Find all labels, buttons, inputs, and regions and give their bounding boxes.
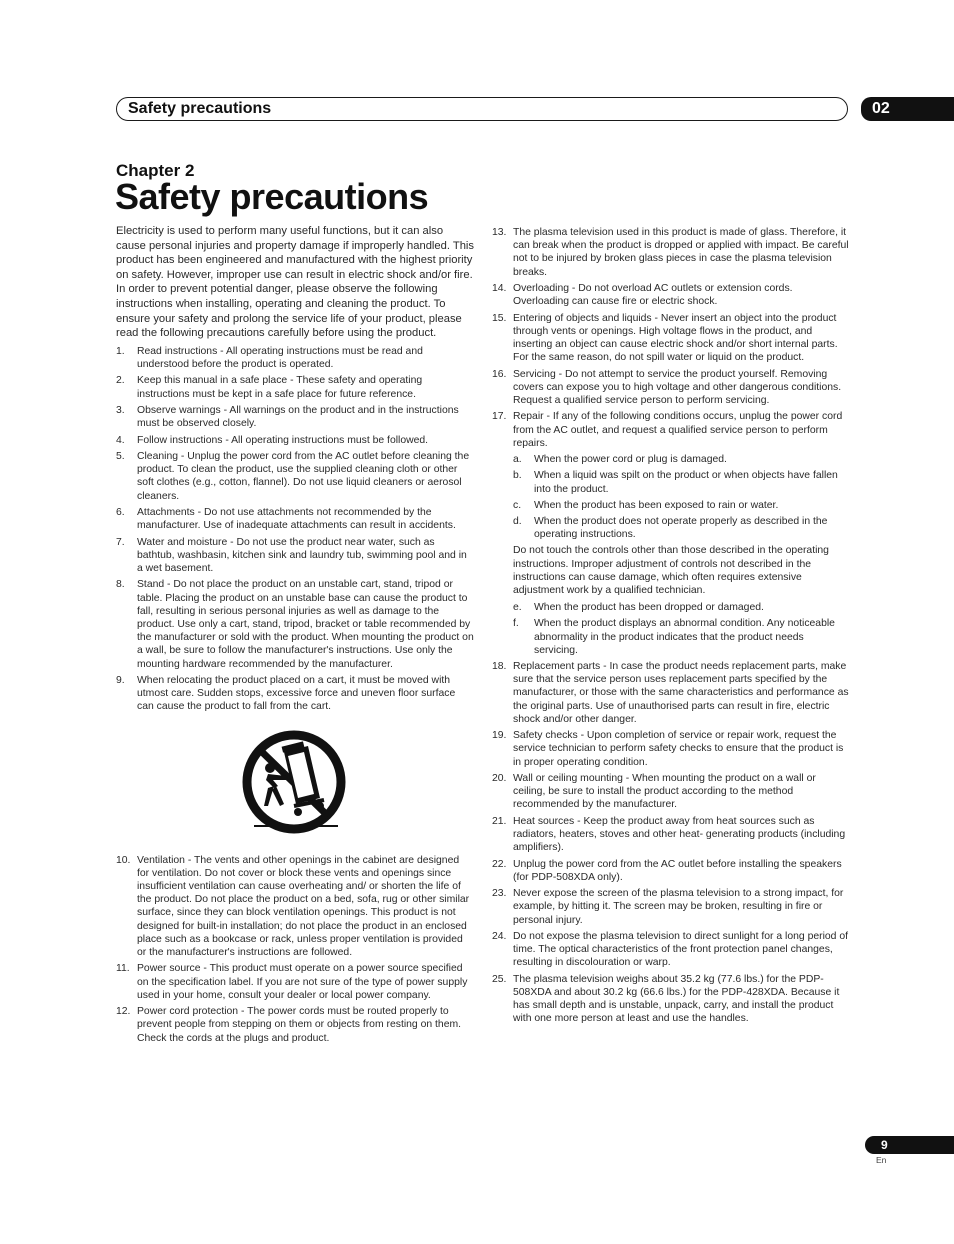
list-item — [116, 962, 474, 1002]
list-item-number: 21. — [492, 815, 507, 827]
language-code: En — [876, 1155, 887, 1165]
list-item-text: The plasma television used in this product is made of glass. Therefore, it can break when the product is dropped or applied with impact. Be careful not to be injured by broken glass pieces in case the plasma television breaks. — [513, 227, 849, 278]
page-number: 9 — [881, 1138, 888, 1152]
list-item-number: 15. — [492, 312, 507, 324]
list-item — [116, 506, 474, 532]
list-item — [513, 515, 850, 541]
list-item-number: 5. — [116, 450, 125, 462]
list-item-number: a. — [513, 454, 522, 466]
list-item-text: Heat sources - Keep the product away from heat sources such as radiators, heaters, stoves and other heat- generating products (including amplifiers). — [513, 815, 846, 854]
list-item-number: 6. — [116, 506, 125, 518]
list-item-text: Attachments - Do not use attachments not recommended by the manufacturer. Use of inadequate attachments can result in accidents. — [137, 506, 456, 532]
list-item-number: 9. — [116, 674, 125, 686]
safety-list-10-12 — [116, 854, 474, 1045]
list-item — [116, 374, 474, 400]
list-item-number: 17. — [492, 411, 507, 423]
list-item-number: 19. — [492, 730, 507, 742]
list-item — [492, 772, 850, 812]
list-item-text: Safety checks - Upon completion of service or repair work, request the service technician to perform safety checks to ensure that the product is in proper operating condition. — [513, 730, 844, 768]
list-item — [492, 858, 850, 884]
list-item — [116, 854, 474, 960]
list-item-number: 14. — [492, 283, 507, 294]
list-item-text: Servicing - Do not attempt to service the product yourself. Removing covers can expose you to high voltage and other dangerous conditions. Request a qualified service person to perform servicing. — [513, 368, 842, 406]
list-item-number: 23. — [492, 888, 507, 900]
list-item-number: d. — [513, 516, 522, 527]
list-item — [492, 282, 850, 308]
list-item-text: Replacement parts - In case the product needs replacement parts, make sure that the service person uses replacement parts specified by the manufacturer, or those with the same characteristics and performance as the original parts. Use of unauthorised parts can result in fire, electric shock and/or other danger. — [513, 661, 849, 725]
list-item — [513, 617, 850, 657]
list-item-number: 3. — [116, 404, 125, 416]
list-item-text: Follow instructions - All operating instructions must be followed. — [137, 434, 429, 446]
safety-list-18-25 — [492, 660, 850, 1026]
list-item — [513, 469, 850, 495]
list-item-number: 10. — [116, 854, 131, 866]
right-column — [492, 226, 850, 1029]
list-item-number: 8. — [116, 579, 125, 591]
list-item-number: 11. — [116, 963, 130, 975]
repair-conditions-a-d — [492, 453, 850, 541]
list-item-number: 25. — [492, 973, 507, 985]
page-number-tab — [865, 1136, 954, 1154]
list-item-number: e. — [513, 602, 522, 614]
safety-list-13-17 — [492, 226, 850, 450]
list-item — [513, 499, 850, 512]
list-item — [492, 226, 850, 279]
list-item-text: Unplug the power cord from the AC outlet before installing the speakers (for PDP-508XDA only). — [513, 858, 842, 883]
list-item-number: 20. — [492, 773, 507, 785]
list-item-text: When the product does not operate properly as described in the operating instructions. — [534, 516, 828, 541]
list-item — [492, 312, 850, 365]
list-item — [513, 453, 850, 466]
list-item-text: Observe warnings - All warnings on the product and in the instructions must be observed closely. — [137, 404, 459, 430]
chapter-number-tab — [861, 97, 954, 121]
list-item-text: Overloading - Do not overload AC outlets or extension cords. Overloading can cause fire or electric shock. — [513, 283, 793, 308]
cart-warning-figure — [238, 730, 350, 840]
list-item-text: When the power cord or plug is damaged. — [534, 454, 727, 466]
list-item-number: 16. — [492, 368, 507, 380]
list-item-number: 4. — [116, 434, 125, 446]
list-item — [116, 434, 474, 447]
list-item-text: Keep this manual in a safe place - These safety and operating instructions must be kept in a safe place for future reference. — [137, 375, 423, 400]
list-item-text: When the product has been dropped or damaged. — [534, 602, 764, 614]
list-item-text: When the product has been exposed to rain or water. — [534, 499, 779, 511]
list-item — [116, 450, 474, 503]
list-item-number: 18. — [492, 661, 507, 673]
list-item — [116, 1005, 474, 1045]
section-header-title: Safety precautions — [128, 100, 272, 117]
repair-conditions-e-f — [492, 601, 850, 657]
list-item-number: 7. — [116, 536, 125, 548]
list-item-text: The plasma television weighs about 35.2 kg (77.6 lbs.) for the PDP-508XDA and about 30.2 kg (66.6 lbs.) for the PDP-428XDA. Because it has small depth and is unstable, unpack, carry, and install the product with one more person at least and use the handles. — [513, 973, 840, 1025]
list-item-text: Wall or ceiling mounting - When mounting the product on a wall or ceiling, be sure to install the product according to the method recommended by the manufacturer. — [513, 773, 816, 811]
page-title: Safety precautions — [115, 176, 429, 217]
list-item-text: When relocating the product placed on a cart, it must be moved with utmost care. Sudden stops, excessive force and uneven floor surface can cause the product to fall from the cart. — [137, 674, 456, 713]
left-column — [116, 224, 474, 1048]
list-item-text: Water and moisture - Do not use the product near water, such as bathtub, washbasin, kitchen sink and laundry tub, swimming pool and in a wet basement. — [137, 536, 467, 574]
list-item-text: Read instructions - All operating instructions must be read and understood before the product is operated. — [137, 345, 423, 370]
list-item-text: Cleaning - Unplug the power cord from the AC outlet before cleaning the product. To clean the product, use the supplied cleaning cloth or other soft clothes (e.g., cotton, flannel). Do not use liquid cleaners or aerosol cleaners. — [137, 450, 470, 502]
list-item — [492, 930, 850, 970]
list-item-text: Power cord protection - The power cords must be routed properly to prevent people from stepping on them or objects from resting on them. Check the cords at the plugs and product. — [137, 1006, 462, 1044]
list-item-text: Power source - This product must operate on a power source specified on the specification label. If you are not sure of the type of power supply used in your home, consult your dealer or local power company. — [137, 963, 468, 1001]
list-item-number: b. — [513, 470, 522, 482]
list-item — [492, 887, 850, 927]
list-item — [513, 601, 850, 614]
list-item-number: c. — [513, 499, 522, 511]
safety-list-1-9 — [116, 345, 474, 714]
list-item — [492, 973, 850, 1026]
list-item-text: Never expose the screen of the plasma television to a strong impact, for example, by hitting it. The screen may be broken, resulting in fire or personal injury. — [513, 888, 844, 926]
list-item-text: When a liquid was spilt on the product or when objects have fallen into the product. — [534, 470, 838, 495]
list-item-number: 24. — [492, 931, 507, 943]
list-item — [492, 815, 850, 855]
list-item-text: Stand - Do not place the product on an unstable cart, stand, tripod or table. Placing the product on an unstable base can cause the product to fall, resulting in serious personal injuries as well as damage to the product. Use only a cart, stand, tripod, bracket or table recommended by the manufacturer or sold with the product. When mounting the product on a wall, be sure to follow the manufacturer's instructions. Use only the mounting hardware recommended by the manufacturer. — [137, 579, 474, 670]
list-item — [116, 345, 474, 371]
list-item-text: Entering of objects and liquids - Never insert an object into the product through vents or openings. High voltage flows in the product, and inserting an object can cause electric shock and/or short internal parts. For the same reason, do not spill water or liquid on the product. — [513, 312, 838, 364]
list-item — [116, 674, 474, 714]
list-item — [492, 660, 850, 726]
list-item-number: 13. — [492, 227, 507, 238]
list-item — [116, 404, 474, 430]
list-item — [492, 410, 850, 450]
chapter-label: Chapter 2 — [116, 161, 195, 180]
list-item-text: When the product displays an abnormal condition. Any noticeable abnormality in the product indicates that the product needs servicing. — [534, 618, 835, 656]
list-item-number: 2. — [116, 375, 125, 387]
list-item-number: 1. — [116, 345, 125, 357]
list-item — [492, 368, 850, 408]
list-item-number: f. — [513, 618, 519, 630]
list-item — [492, 729, 850, 769]
section-header-bar — [116, 97, 848, 121]
list-item-text: Repair - If any of the following conditions occurs, unplug the power cord from the AC outlet, and request a qualified service person to perform repairs. — [513, 411, 843, 449]
intro-paragraph: Electricity is used to perform many useful functions, but it can also cause personal injuries and property damage if improperly handled. This product has been engineered and manufactured with the highest priority on safety. However, improper use can result in electric shock and/or fire. In order to prevent potential danger, please observe the following instructions when installing, operating and cleaning the product. To ensure your safety and prolong the service life of your product, please read the following precautions carefully before using the product. — [116, 225, 474, 340]
repair-note: Do not touch the controls other than those described in the operating instructions. Improper adjustment of controls not described in the instructions can cause damage, which often requires extensive adjustment work by a qualified technician. — [513, 545, 829, 597]
chapter-number: 02 — [872, 100, 890, 117]
list-item-text: Ventilation - The vents and other openings in the cabinet are designed for ventilation. Do not cover or block these vents and openings since insufficient ventilation can cause overheating and/ or shorten the life of the product. Do not place the product on a bed, sofa, rug or other similar surface, since they can block ventilation openings. This product is not designed for built-in installation; do not place the product in an enclosed place such as a bookcase or rack, unless proper ventilation is provided or the manufacturer's instructions are followed. — [137, 854, 470, 958]
list-item — [116, 578, 474, 670]
list-item-text: Do not expose the plasma television to direct sunlight for a long period of time. The optical characteristics of the front protection panel changes, resulting in discolouration or warp. — [513, 931, 849, 969]
cart-tip-over-warning-icon — [238, 730, 350, 840]
list-item-number: 12. — [116, 1006, 131, 1018]
list-item-number: 22. — [492, 858, 507, 870]
list-item — [116, 536, 474, 576]
